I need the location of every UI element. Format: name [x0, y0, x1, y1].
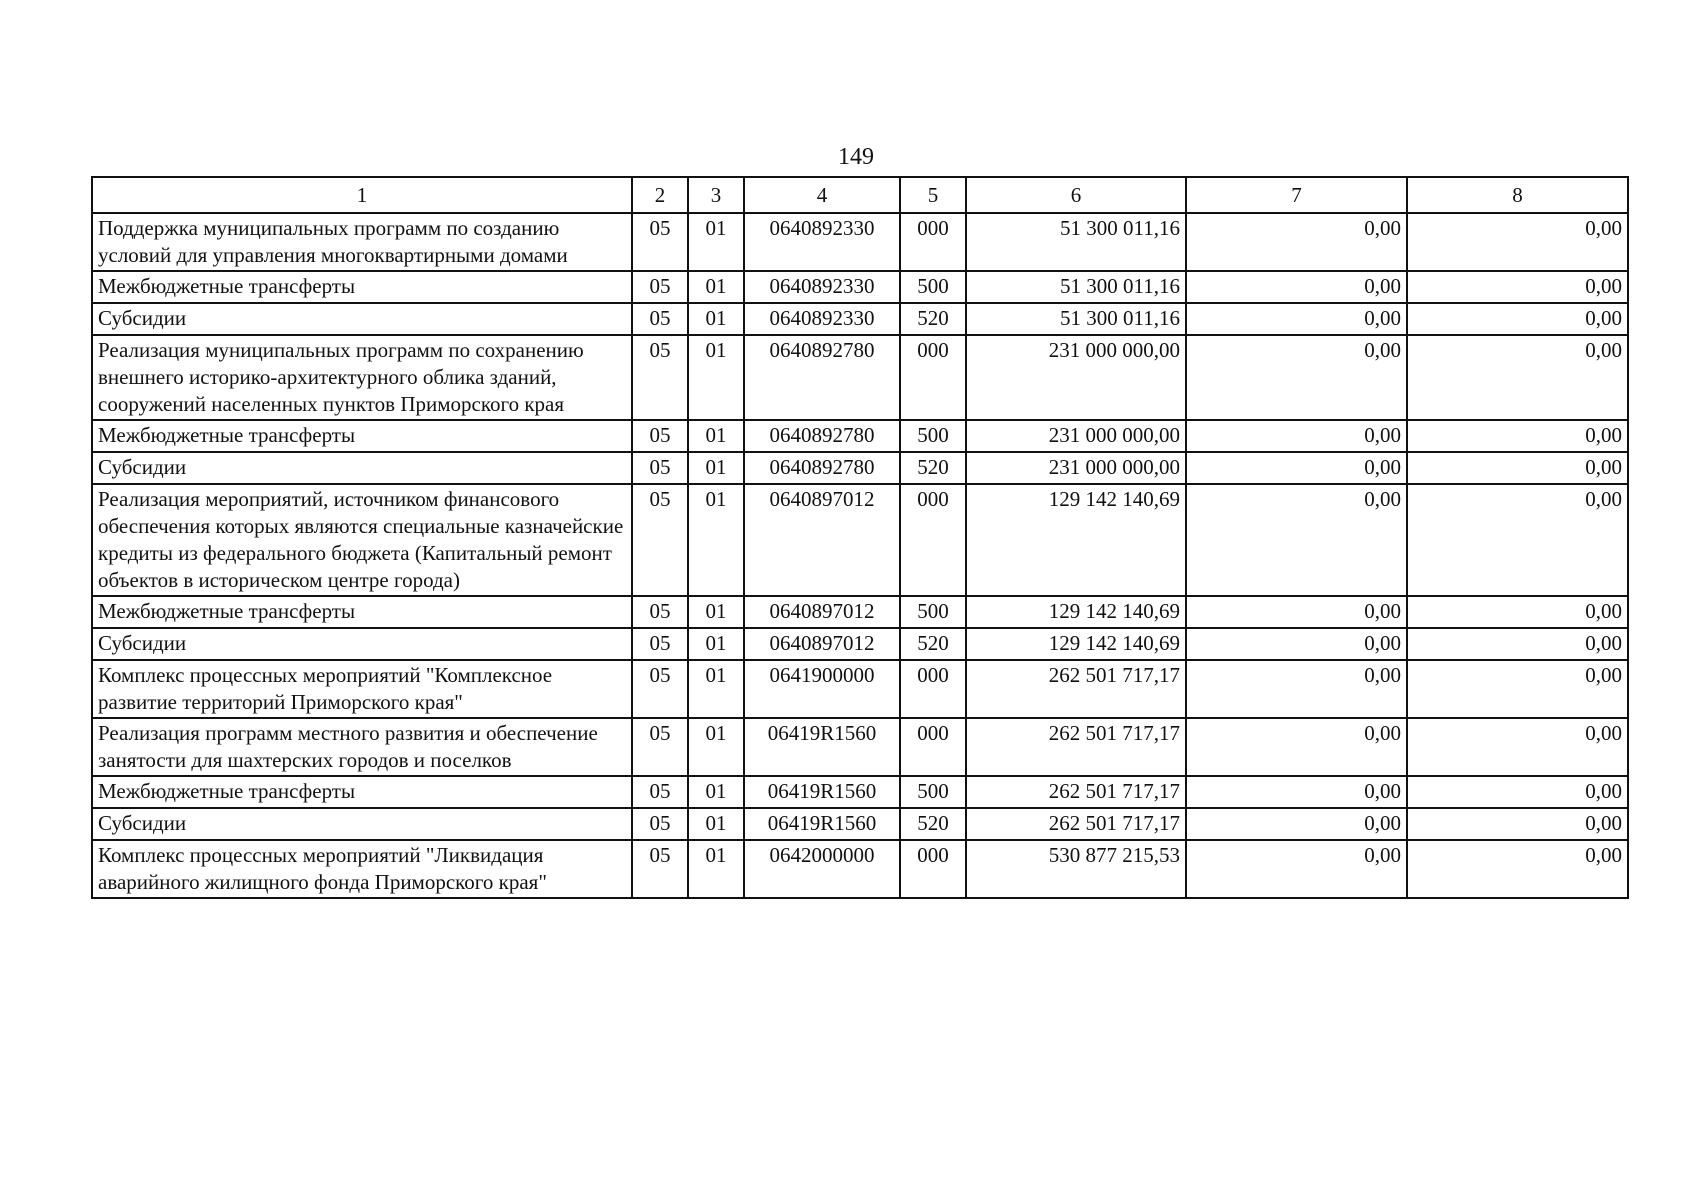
row-name: Реализация муниципальных программ по сохранению внешнего историко-архитектурного облика зданий, сооружений населенных пунктов Приморского края — [92, 335, 632, 420]
amount-col8: 0,00 — [1407, 776, 1628, 808]
expense-type-code: 000 — [900, 840, 966, 898]
amount-col8: 0,00 — [1407, 660, 1628, 718]
table-row — [92, 303, 1628, 335]
row-name: Комплекс процессных мероприятий "Ликвидация аварийного жилищного фонда Приморского края" — [92, 840, 632, 898]
amount-col7: 0,00 — [1186, 303, 1407, 335]
subsection-code: 01 — [688, 628, 744, 660]
amount-col7: 0,00 — [1186, 484, 1407, 596]
row-name: Межбюджетные трансферты — [92, 776, 632, 808]
amount-col6: 262 501 717,17 — [966, 660, 1186, 718]
amount-col7: 0,00 — [1186, 213, 1407, 271]
amount-col7: 0,00 — [1186, 628, 1407, 660]
table-body — [92, 213, 1628, 898]
column-header: 4 — [744, 177, 900, 213]
amount-col6: 51 300 011,16 — [966, 303, 1186, 335]
target-article-code: 0640892330 — [744, 213, 900, 271]
amount-col7: 0,00 — [1186, 335, 1407, 420]
target-article-code: 0640892330 — [744, 271, 900, 303]
expense-type-code: 000 — [900, 660, 966, 718]
column-header: 8 — [1407, 177, 1628, 213]
amount-col6: 129 142 140,69 — [966, 596, 1186, 628]
row-name: Субсидии — [92, 303, 632, 335]
row-name: Реализация программ местного развития и обеспечение занятости для шахтерских городов и поселков — [92, 718, 632, 776]
column-header: 2 — [632, 177, 688, 213]
section-code: 05 — [632, 271, 688, 303]
target-article-code: 0640892780 — [744, 420, 900, 452]
section-code: 05 — [632, 660, 688, 718]
expense-type-code: 500 — [900, 596, 966, 628]
target-article-code: 0640892780 — [744, 452, 900, 484]
amount-col6: 262 501 717,17 — [966, 808, 1186, 840]
subsection-code: 01 — [688, 660, 744, 718]
amount-col8: 0,00 — [1407, 213, 1628, 271]
subsection-code: 01 — [688, 335, 744, 420]
amount-col7: 0,00 — [1186, 596, 1407, 628]
expense-type-code: 500 — [900, 271, 966, 303]
expense-type-code: 000 — [900, 335, 966, 420]
subsection-code: 01 — [688, 420, 744, 452]
target-article-code: 0640892780 — [744, 335, 900, 420]
column-header: 1 — [92, 177, 632, 213]
row-name: Субсидии — [92, 452, 632, 484]
amount-col8: 0,00 — [1407, 335, 1628, 420]
amount-col6: 262 501 717,17 — [966, 776, 1186, 808]
section-code: 05 — [632, 335, 688, 420]
amount-col7: 0,00 — [1186, 660, 1407, 718]
table-row — [92, 718, 1628, 776]
subsection-code: 01 — [688, 271, 744, 303]
row-name: Комплекс процессных мероприятий "Комплексное развитие территорий Приморского края" — [92, 660, 632, 718]
section-code: 05 — [632, 303, 688, 335]
target-article-code: 06419R1560 — [744, 776, 900, 808]
expense-type-code: 500 — [900, 776, 966, 808]
target-article-code: 0640897012 — [744, 628, 900, 660]
amount-col7: 0,00 — [1186, 271, 1407, 303]
target-article-code: 06419R1560 — [744, 808, 900, 840]
amount-col6: 262 501 717,17 — [966, 718, 1186, 776]
table-row — [92, 628, 1628, 660]
subsection-code: 01 — [688, 452, 744, 484]
expense-type-code: 520 — [900, 628, 966, 660]
table-row — [92, 271, 1628, 303]
amount-col6: 51 300 011,16 — [966, 271, 1186, 303]
column-header: 7 — [1186, 177, 1407, 213]
column-header: 3 — [688, 177, 744, 213]
table-row — [92, 808, 1628, 840]
expense-type-code: 520 — [900, 303, 966, 335]
amount-col6: 231 000 000,00 — [966, 452, 1186, 484]
amount-col7: 0,00 — [1186, 452, 1407, 484]
header-row — [92, 177, 1628, 213]
amount-col8: 0,00 — [1407, 452, 1628, 484]
section-code: 05 — [632, 213, 688, 271]
amount-col6: 51 300 011,16 — [966, 213, 1186, 271]
column-header: 6 — [966, 177, 1186, 213]
table-row — [92, 484, 1628, 596]
table-row — [92, 420, 1628, 452]
expense-type-code: 500 — [900, 420, 966, 452]
section-code: 05 — [632, 628, 688, 660]
budget-table — [91, 176, 1629, 899]
amount-col8: 0,00 — [1407, 484, 1628, 596]
expense-type-code: 000 — [900, 484, 966, 596]
amount-col8: 0,00 — [1407, 628, 1628, 660]
row-name: Реализация мероприятий, источником финансового обеспечения которых являются специальные казначейские кредиты из федерального бюджета (Капитальный ремонт объектов в историческом центре города) — [92, 484, 632, 596]
table-row — [92, 776, 1628, 808]
amount-col6: 129 142 140,69 — [966, 628, 1186, 660]
subsection-code: 01 — [688, 596, 744, 628]
amount-col7: 0,00 — [1186, 776, 1407, 808]
subsection-code: 01 — [688, 213, 744, 271]
expense-type-code: 000 — [900, 718, 966, 776]
subsection-code: 01 — [688, 718, 744, 776]
table-row — [92, 452, 1628, 484]
amount-col8: 0,00 — [1407, 303, 1628, 335]
amount-col6: 129 142 140,69 — [966, 484, 1186, 596]
amount-col8: 0,00 — [1407, 596, 1628, 628]
subsection-code: 01 — [688, 808, 744, 840]
subsection-code: 01 — [688, 303, 744, 335]
table-row — [92, 213, 1628, 271]
page-number: 149 — [838, 144, 874, 170]
section-code: 05 — [632, 452, 688, 484]
expense-type-code: 520 — [900, 452, 966, 484]
subsection-code: 01 — [688, 840, 744, 898]
target-article-code: 0640897012 — [744, 484, 900, 596]
section-code: 05 — [632, 484, 688, 596]
section-code: 05 — [632, 808, 688, 840]
row-name: Поддержка муниципальных программ по созданию условий для управления многоквартирными домами — [92, 213, 632, 271]
subsection-code: 01 — [688, 776, 744, 808]
amount-col7: 0,00 — [1186, 718, 1407, 776]
row-name: Межбюджетные трансферты — [92, 271, 632, 303]
column-header: 5 — [900, 177, 966, 213]
amount-col8: 0,00 — [1407, 271, 1628, 303]
amount-col6: 530 877 215,53 — [966, 840, 1186, 898]
amount-col7: 0,00 — [1186, 420, 1407, 452]
amount-col7: 0,00 — [1186, 808, 1407, 840]
table-row — [92, 596, 1628, 628]
row-name: Межбюджетные трансферты — [92, 420, 632, 452]
amount-col8: 0,00 — [1407, 718, 1628, 776]
section-code: 05 — [632, 718, 688, 776]
expense-type-code: 520 — [900, 808, 966, 840]
amount-col7: 0,00 — [1186, 840, 1407, 898]
section-code: 05 — [632, 840, 688, 898]
row-name: Межбюджетные трансферты — [92, 596, 632, 628]
expense-type-code: 000 — [900, 213, 966, 271]
subsection-code: 01 — [688, 484, 744, 596]
section-code: 05 — [632, 776, 688, 808]
table-row — [92, 840, 1628, 898]
target-article-code: 0640897012 — [744, 596, 900, 628]
target-article-code: 06419R1560 — [744, 718, 900, 776]
section-code: 05 — [632, 420, 688, 452]
target-article-code: 0642000000 — [744, 840, 900, 898]
amount-col6: 231 000 000,00 — [966, 420, 1186, 452]
target-article-code: 0640892330 — [744, 303, 900, 335]
row-name: Субсидии — [92, 628, 632, 660]
table-row — [92, 660, 1628, 718]
section-code: 05 — [632, 596, 688, 628]
amount-col8: 0,00 — [1407, 840, 1628, 898]
target-article-code: 0641900000 — [744, 660, 900, 718]
amount-col8: 0,00 — [1407, 420, 1628, 452]
amount-col8: 0,00 — [1407, 808, 1628, 840]
row-name: Субсидии — [92, 808, 632, 840]
amount-col6: 231 000 000,00 — [966, 335, 1186, 420]
table-row — [92, 335, 1628, 420]
